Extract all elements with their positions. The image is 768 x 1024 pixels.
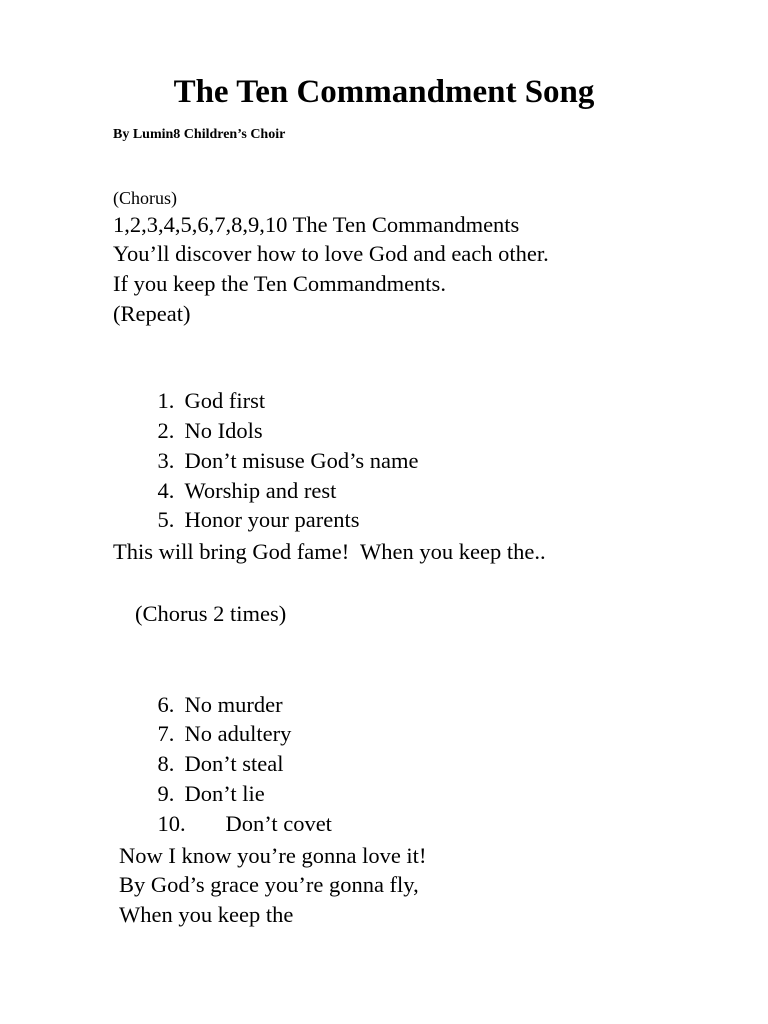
chorus-line: If you keep the Ten Commandments. [113, 271, 446, 296]
list-item-text: God first [184, 388, 266, 413]
byline: By Lumin8 Children’s Choir [113, 127, 286, 142]
list-item-text: Don’t steal [184, 751, 284, 776]
page-title: The Ten Commandment Song [173, 74, 595, 110]
list-item-number: 2. [157, 418, 175, 443]
list-item-number: 4. [157, 478, 175, 503]
list-item-text: No adultery [184, 721, 292, 746]
list-item-number: 1. [157, 388, 175, 413]
chorus-line: 1,2,3,4,5,6,7,8,9,10 The Ten Commandments [113, 212, 520, 237]
list-item-number: 6. [157, 692, 175, 717]
chorus-repeat-line: (Chorus 2 times) [135, 601, 287, 626]
chorus-line: (Repeat) [113, 301, 191, 326]
chorus-line: You’ll discover how to love God and each other. [113, 241, 549, 266]
list-item-number: 9. [157, 781, 175, 806]
list-item-text: Worship and rest [184, 478, 337, 503]
bridge-line: This will bring God fame! When you keep the.. [113, 539, 546, 564]
list-item-number: 10. [157, 811, 186, 836]
list-item-text: Don’t covet [225, 811, 332, 836]
ending-line: By God’s grace you’re gonna fly, [119, 872, 419, 897]
list-item-number: 7. [157, 721, 175, 746]
list-item-text: Don’t misuse God’s name [184, 448, 419, 473]
list-item-text: No murder [184, 692, 283, 717]
ending-line: When you keep the [119, 902, 294, 927]
list-item-number: 8. [157, 751, 175, 776]
list-item-number: 5. [157, 507, 175, 532]
list-item-number: 3. [157, 448, 175, 473]
list-item-text: No Idols [184, 418, 263, 443]
chorus-label: (Chorus) [113, 188, 177, 208]
list-item-text: Don’t lie [184, 781, 265, 806]
list-item-text: Honor your parents [184, 507, 360, 532]
ending-line: Now I know you’re gonna love it! [119, 843, 427, 868]
